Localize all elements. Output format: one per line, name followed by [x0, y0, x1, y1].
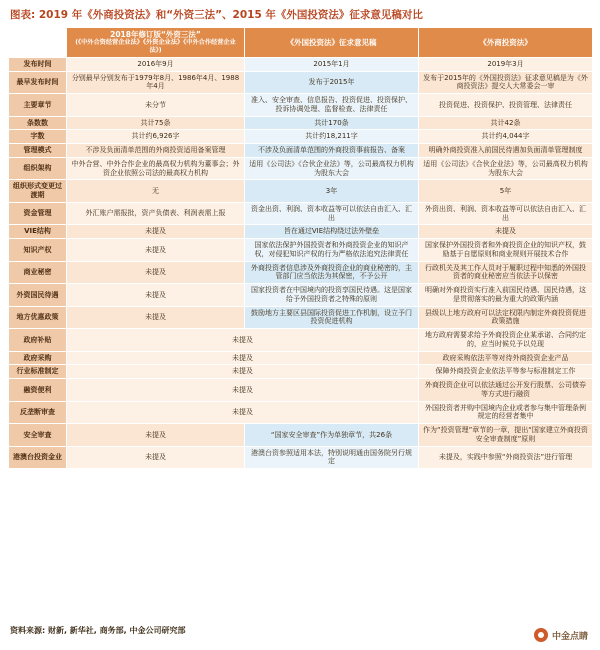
row-cell-draft: 国家依法保护外国投资者和外商投资企业的知识产权，对侵犯知识产权的行为严格依法追究法律责任 — [245, 239, 419, 262]
row-cell-draft: 准入、安全审查、信息报告、投资促进、投资保护、投诉协调处理、监督检查、法律责任 — [245, 94, 419, 117]
row-cell-new: 共计约4,044字 — [419, 130, 593, 144]
table-row — [9, 130, 593, 144]
row-cell-old: 未提及 — [67, 284, 245, 307]
row-label: 条数数 — [9, 116, 67, 130]
row-cell-old: 2016年9月 — [67, 57, 245, 71]
row-cell-old: 未提及 — [67, 424, 245, 447]
table-row — [9, 202, 593, 225]
row-cell-new: 未提及，实践中参照“外商投资法”进行管理 — [419, 446, 593, 469]
row-cell-draft: 共计170条 — [245, 116, 419, 130]
row-cell-new: 国家保护外国投资者和外商投资企业的知识产权，鼓励基于自愿原则和商业规则开展技术合作 — [419, 239, 593, 262]
table-row — [9, 57, 593, 71]
row-cell-old: 未提及 — [67, 239, 245, 262]
row-label: 地方优惠政策 — [9, 306, 67, 329]
row-cell-new: 未提及 — [419, 225, 593, 239]
row-cell-draft: 鼓励地方主要区县国际投资促进工作机制，设立予门投资促进机构 — [245, 306, 419, 329]
row-label: 管理模式 — [9, 144, 67, 158]
row-cell-new: 投资促进、投资保护、投资管理、法律责任 — [419, 94, 593, 117]
row-cell-old-draft-merged: 未提及 — [67, 351, 419, 365]
watermark — [534, 628, 588, 642]
row-label: 知识产权 — [9, 239, 67, 262]
row-cell-new: 外国投资者并购中国境内企业或者参与集中管理条例规定的经营者集中 — [419, 401, 593, 424]
row-label: 发布时间 — [9, 57, 67, 71]
row-label: 主要章节 — [9, 94, 67, 117]
table-row — [9, 94, 593, 117]
row-cell-draft: 不涉及负面清单范围的外商投资事前报告、备案 — [245, 144, 419, 158]
row-cell-new: 明确外商投资准入前国民待遇加负面清单管理制度 — [419, 144, 593, 158]
table-row — [9, 424, 593, 447]
table-header — [9, 28, 593, 58]
row-cell-old: 中外合营、中外合作企业的最高权力机构为董事会；外资企业依照公司法的最高权力机构 — [67, 157, 245, 180]
table-row — [9, 351, 593, 365]
row-cell-new: 发布于2015年的《外国投资法》征求意见稿是为《外商投资法》提交人大常委会一审 — [419, 71, 593, 94]
row-cell-old: 不涉及负面清单范围的外商投资适用备案管理 — [67, 144, 245, 158]
row-cell-old-draft-merged: 未提及 — [67, 401, 419, 424]
table-row — [9, 157, 593, 180]
row-label: 政府采购 — [9, 351, 67, 365]
header-corner-blank — [9, 28, 67, 58]
row-cell-draft: 资金出资、利润、资本收益等可以依法自由汇入、汇出 — [245, 202, 419, 225]
header-col-old — [67, 28, 245, 58]
table-row — [9, 71, 593, 94]
table-row — [9, 379, 593, 402]
row-cell-old: 未分节 — [67, 94, 245, 117]
row-label: 字数 — [9, 130, 67, 144]
row-cell-draft: 外商投资者信息涉及外商投资企业的商业秘密的，主管部门应当依法为其保密，不予公开 — [245, 261, 419, 284]
row-cell-old-draft-merged: 未提及 — [67, 365, 419, 379]
table-row — [9, 365, 593, 379]
row-label: 商业秘密 — [9, 261, 67, 284]
row-label: 港澳台投资金业 — [9, 446, 67, 469]
table-row — [9, 401, 593, 424]
table-row — [9, 284, 593, 307]
table-body — [9, 57, 593, 468]
table-row — [9, 239, 593, 262]
row-label: 外资国民待遇 — [9, 284, 67, 307]
row-cell-old: 未提及 — [67, 446, 245, 469]
row-cell-draft: 适用《公司法》《合伙企业法》等，公司最高权力机构为股东大会 — [245, 157, 419, 180]
row-cell-old: 未提及 — [67, 261, 245, 284]
row-cell-draft: 国家投资者在中国境内的投资享国民待遇。这是国家给予外国投资者之特殊的原则 — [245, 284, 419, 307]
row-cell-old: 未提及 — [67, 306, 245, 329]
header-col-old-sub: (《中外合资经营企业法》《外资企业法》《中外合作经营企业法》) — [75, 39, 236, 55]
table-row — [9, 261, 593, 284]
row-cell-new: 作为“投资管理”章节的一章，提出“国家建立外商投资安全审查制度”原则 — [419, 424, 593, 447]
row-label: 资金管理 — [9, 202, 67, 225]
row-label: 行业标准制定 — [9, 365, 67, 379]
row-cell-new: 县级以上地方政府可以法定权限内制定外商投资促进政策措施 — [419, 306, 593, 329]
row-cell-new: 5年 — [419, 180, 593, 203]
row-cell-draft: 3年 — [245, 180, 419, 203]
row-cell-old: 共计约6,926字 — [67, 130, 245, 144]
row-cell-new: 外资出资、利润、资本收益等可以依法自由汇入、汇出 — [419, 202, 593, 225]
row-cell-new: 保障外商投资企业依法平等参与标准制定工作 — [419, 365, 593, 379]
row-cell-old: 分别最早分别发布于1979年8月、1986年4月、1988年4月 — [67, 71, 245, 94]
row-cell-draft: 共计约18,211字 — [245, 130, 419, 144]
row-label: 反垄断审查 — [9, 401, 67, 424]
row-cell-new: 适用《公司法》《合伙企业法》等，公司最高权力机构为股东大会 — [419, 157, 593, 180]
row-label: 组织架构 — [9, 157, 67, 180]
row-cell-old-draft-merged: 未提及 — [67, 329, 419, 352]
row-cell-draft: 港澳台资参照适用本法，特别说明通由国务院另行规定 — [245, 446, 419, 469]
table-row — [9, 225, 593, 239]
row-label: 政府补贴 — [9, 329, 67, 352]
header-col-new — [419, 28, 593, 58]
row-label: 安全审查 — [9, 424, 67, 447]
row-cell-new: 明确对外商投资实行准入前国民待遇、国民待遇，这是贯彻落实的最为重大的政策内涵 — [419, 284, 593, 307]
row-cell-new: 2019年3月 — [419, 57, 593, 71]
row-cell-old: 共计75条 — [67, 116, 245, 130]
table-row — [9, 144, 593, 158]
row-cell-old: 无 — [67, 180, 245, 203]
watermark-logo-icon — [534, 628, 548, 642]
table-row — [9, 116, 593, 130]
row-cell-new: 地方政府需要求给予外商投资企业某承诺、合同约定的，应当时候兑予以兑现 — [419, 329, 593, 352]
row-cell-old: 外汇账户需报批，资产负债表、利润表需上报 — [67, 202, 245, 225]
table-row — [9, 329, 593, 352]
table-row — [9, 306, 593, 329]
row-label: 组织形式变更过渡期 — [9, 180, 67, 203]
table-header-row — [9, 28, 593, 58]
row-cell-new: 政府采购依法平等对待外商投资企业产品 — [419, 351, 593, 365]
header-col-draft-title: 《外国投资法》征求意见稿 — [286, 37, 377, 47]
comparison-table-wrapper — [8, 27, 592, 469]
row-cell-new: 共计42条 — [419, 116, 593, 130]
row-cell-draft: “国家安全审查”作为单独章节，共26条 — [245, 424, 419, 447]
comparison-table — [8, 27, 593, 469]
row-label: 最早发布时间 — [9, 71, 67, 94]
row-cell-draft: 2015年1月 — [245, 57, 419, 71]
row-cell-old: 未提及 — [67, 225, 245, 239]
page-title: 图表: 2019 年《外商投资法》和“外资三法”、2015 年《外国投资法》征求意见稿对比 — [10, 9, 423, 21]
row-cell-draft: 旨在通过VIE结构绕过法外壁垒 — [245, 225, 419, 239]
row-cell-draft: 发布于2015年 — [245, 71, 419, 94]
row-cell-new: 外商投资企业可以依法通过公开发行股票、公司债券等方式进行融资 — [419, 379, 593, 402]
row-label: VIE结构 — [9, 225, 67, 239]
header-col-new-title: 《外商投资法》 — [479, 37, 532, 47]
header-col-draft — [245, 28, 419, 58]
table-row — [9, 180, 593, 203]
source-note: 资料来源: 财新, 新华社, 商务部, 中金公司研究部 — [10, 626, 186, 635]
table-row — [9, 446, 593, 469]
row-label: 融资便利 — [9, 379, 67, 402]
row-cell-new: 行政机关及其工作人员对于履职过程中知悉的外国投资者的商业秘密应当依法予以保密 — [419, 261, 593, 284]
watermark-label: 中金点睛 — [551, 631, 588, 642]
row-cell-old-draft-merged: 未提及 — [67, 379, 419, 402]
header-col-old-title: 2018年修订版“外资三法” — [110, 30, 201, 39]
